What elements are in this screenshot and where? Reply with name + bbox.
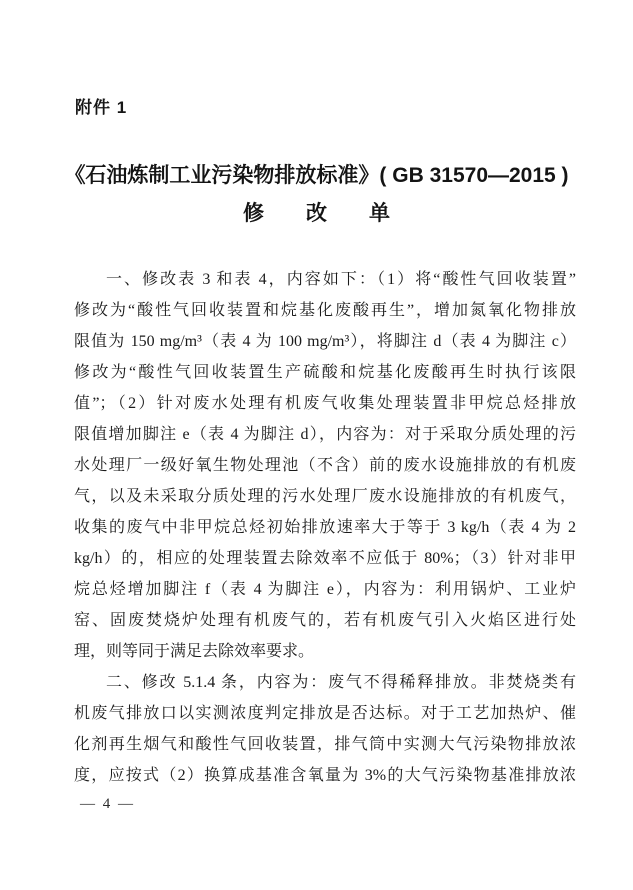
attachment-label: 附件 1 [75, 98, 128, 117]
document-subtitle: 修 改 单 [243, 202, 390, 225]
body-line-8: 气，以及未采取分质处理的污水处理厂废水设施排放的有机废气， [74, 488, 576, 505]
body-line-7: 水处理厂一级好氧生物处理池（不含）前的废水设施排放的有机废 [74, 457, 576, 474]
body-line-10: kg/h）的，相应的处理装置去除效率不应低于 80%；（3）针对非甲 [74, 550, 576, 567]
body-line-1: 一、修改表 3 和表 4，内容如下：（1）将“酸性气回收装置” [106, 271, 576, 288]
body-line-15: 机废气排放口以实测浓度判定排放是否达标。对于工艺加热炉、催 [74, 705, 576, 722]
page-number: — 4 — [80, 796, 135, 812]
body-line-5: 值”；（2）针对废水处理有机废气收集处理装置非甲烷总烃排放 [74, 395, 576, 412]
body-line-4: 修改为“酸性气回收装置生产硫酸和烷基化废酸再生时执行该限 [74, 364, 576, 381]
body-line-14: 二、修改 5.1.4 条，内容为：废气不得稀释排放。非焚烧类有 [106, 674, 576, 691]
body-line-12: 窑、固废焚烧炉处理有机废气的，若有机废气引入火焰区进行处 [74, 612, 576, 629]
body-line-16: 化剂再生烟气和酸性气回收装置，排气筒中实测大气污染物排放浓 [74, 736, 576, 753]
document-body [74, 264, 576, 791]
body-line-17: 度，应按式（2）换算成基准含氧量为 3%的大气污染物基准排放浓 [74, 767, 576, 784]
body-line-9: 收集的废气中非甲烷总烃初始排放速率大于等于 3 kg/h（表 4 为 2 [74, 519, 576, 536]
body-line-6: 限值增加脚注 e（表 4 为脚注 d），内容为：对于采取分质处理的污 [74, 426, 576, 443]
document-title: 《石油炼制工业污染物排放标准》( GB 31570—2015 ) [64, 164, 569, 187]
body-line-2: 修改为“酸性气回收装置和烷基化废酸再生”，增加氮氧化物排放 [74, 302, 576, 319]
body-line-11: 烷总烃增加脚注 f（表 4 为脚注 e），内容为：利用锅炉、工业炉 [74, 581, 576, 598]
body-line-13: 理，则等同于满足去除效率要求。 [74, 643, 315, 660]
body-line-3: 限值为 150 mg/m³（表 4 为 100 mg/m³），将脚注 d（表 4 为脚注 c） [74, 333, 576, 350]
